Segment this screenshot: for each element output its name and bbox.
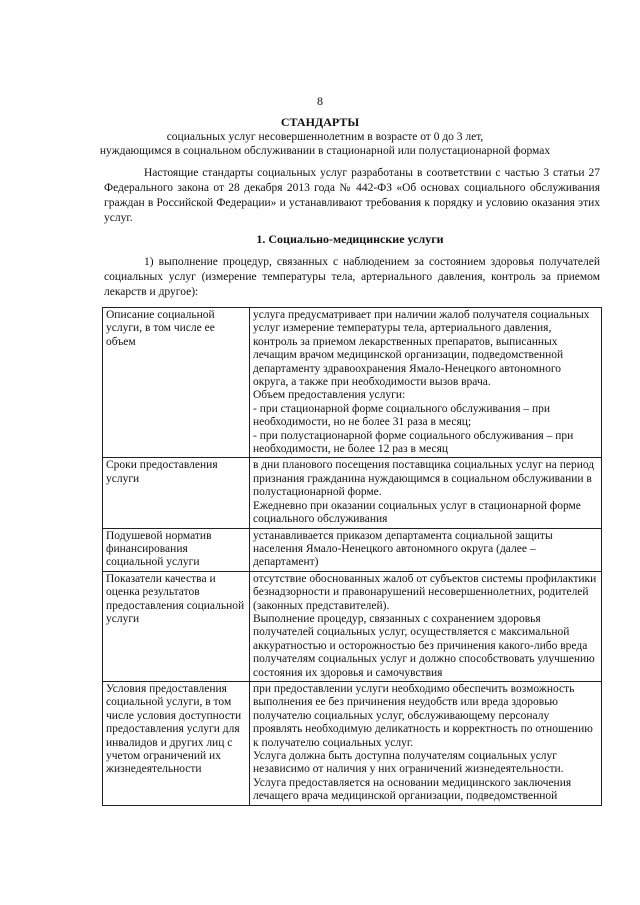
standards-table: [102, 307, 602, 806]
content-line: - при полустационарной форме социального обслуживания – при необходимости, не более 12 раз в месяц: [253, 429, 574, 456]
row-label: Сроки предоставления услуги: [103, 458, 250, 528]
page-number: 8: [317, 94, 323, 108]
subtitle-line: нуждающимся в социальном обслуживании в стационарной или полустационарной формах: [99, 145, 551, 157]
content-line: - при стационарной форме социального обслуживания – при необходимости, но не более 31 раза в месяц;: [253, 402, 551, 429]
content-line: Услуга должна быть доступна получателям социальных услуг независимо от наличия у них ограничений жизнедеятельности.: [253, 750, 564, 776]
content-line: устанавливается приказом департамента социальной защиты населения Ямало-Ненецкого автономного округа (далее – департамент): [253, 529, 553, 569]
table-row: [103, 458, 602, 528]
intro-paragraph: Настоящие стандарты социальных услуг разработаны в соответствии с частью 3 статьи 27 Федерального закона от 28 декабря 2013 года № 442-ФЗ «Об основах социального обслуживания граждан в Российской Федерации» и устанавливают требования к порядку и условию оказания этих услуг.: [104, 167, 600, 224]
content-line: отсутствие обоснованных жалоб от субъектов системы профилактики безнадзорности и правонарушений несовершеннолетних, родителей (законных представителей).: [253, 572, 597, 612]
content-line: Ежедневно при оказании социальных услуг в стационарной форме социального обслуживания: [253, 499, 581, 526]
table-row: [103, 681, 602, 805]
table-row: [103, 308, 602, 458]
document-title: СТАНДАРТЫ: [280, 115, 360, 129]
row-content: [250, 571, 602, 681]
content-line: при предоставлении услуги необходимо обеспечить возможность выполнения ее без причинения неудобств или вреда здоровью получателю социальных услуг, обслуживающему персоналу проявлять необходимую деликатность и корректность по отношению к получателю социальных услуг.: [253, 682, 593, 749]
row-content: [250, 308, 602, 458]
row-content: [250, 458, 602, 528]
row-content: [250, 681, 602, 805]
item-paragraph: 1) выполнение процедур, связанных с наблюдением за состоянием здоровья получателей социальных услуг (измерение температуры тела, артериального давления, контроль за приемом лекарств и другое):: [104, 256, 600, 298]
document-subtitle: [60, 130, 590, 158]
table-row: [103, 528, 602, 571]
content-line: в дни планового посещения поставщика социальных услуг на период признания гражданина нуждающимся в социальном обслуживании в полустационарной форме.: [253, 459, 595, 499]
row-label: Показатели качества и оценка результатов предоставления социальной услуги: [103, 571, 250, 681]
row-label: Описание социальной услуги, в том числе ее объем: [103, 308, 250, 458]
table-row: [103, 571, 602, 681]
row-content: [250, 528, 602, 571]
content-line: Услуга предоставляется на основании медицинского заключения лечащего врача медицинской организации, подведомственной: [253, 776, 572, 803]
section-title: 1. Социально-медицинские услуги: [256, 232, 444, 246]
subtitle-line: социальных услуг несовершеннолетним в возрасте от 0 до 3 лет,: [166, 131, 484, 143]
content-line: Выполнение процедур, связанных с сохранением здоровья получателей социальных услуг, осуществляется с максимальной аккуратностью и осторожностью без причинения какого-либо вреда получателям социальных услуг и должно способствовать улучшению состояния их здоровья и самочувствия: [253, 612, 595, 679]
row-label: Подушевой норматив финансирования социальной услуги: [103, 528, 250, 571]
row-label: Условия предоставления социальной услуги, в том числе условия доступности предоставления услуги для инвалидов и других лиц с учетом ограничений их жизнедеятельности: [103, 681, 250, 805]
content-line: услуга предусматривает при наличии жалоб получателя социальных услуг измерение температуры тела, артериального давления, контроль за приемом лекарственных препаратов, выписанных лечащим врачом медицинской организации, подведомственной департаменту здравоохранения Ямало-Ненецкого автономного округа, а также при необходимости вызов врача.: [253, 309, 590, 389]
content-line: Объем предоставления услуги:: [253, 389, 406, 402]
